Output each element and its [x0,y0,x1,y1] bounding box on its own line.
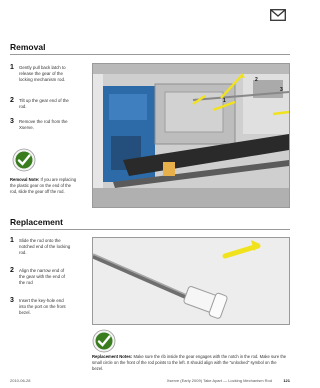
step-text: Remove the rod from the Xserve. [19,119,68,130]
callout-label: 2 [255,77,258,83]
step-number: 1 [10,237,14,244]
callout-label: 3 [280,87,283,93]
step-text: Insert the key-hole end into the port on the front bezel. [19,298,66,315]
section-title-replacement: Replacement [10,217,63,227]
step-number: 2 [10,97,14,104]
removal-photo [92,63,290,208]
step-number: 1 [10,64,14,71]
step-number: 3 [10,118,14,125]
section-title-removal: Removal [10,42,46,52]
step-text: Tilt up the gear end of the rod. [19,98,69,109]
checkmark-icon [12,148,36,172]
footer-title: Xserve (Early 2009) Take Apart — Locking Mechanism Rod [166,378,272,383]
section-divider [10,229,290,230]
step-text: Slide the rod onto the notched end of the locking rod. [19,238,71,255]
replacement-note [92,354,288,371]
note-text: Make sure the rib inside the gear engages with the notch in the rod. Make sure the small circle on the front of the rod points to the left. It should align with the "unlocked" symbol on the bezel. [92,354,287,371]
rod-and-gear-illustration [93,238,289,324]
callout-label: 1 [223,98,226,104]
note-label: Removal Note: [10,177,40,182]
mail-envelope-icon[interactable] [270,9,286,21]
checkmark-icon [92,329,116,353]
note-label: Replacement Notes: [92,354,133,359]
footer-date: 2010-06-28 [10,378,31,383]
step-number: 2 [10,267,14,274]
section-divider [10,54,290,55]
replacement-photo [92,237,290,325]
xserve-interior-illustration [93,64,289,207]
page-number: 121 [283,378,290,383]
note-text: If you are replacing the plastic gear on the end of the rod, slide the gear off the rod. [10,177,77,194]
removal-note [10,177,78,194]
step-number: 3 [10,297,14,304]
step-text: Align the narrow end of the gear with the end of the rod [19,268,65,285]
step-text: Gently pull back latch to release the gear of the locking mechanism rod. [19,65,66,82]
